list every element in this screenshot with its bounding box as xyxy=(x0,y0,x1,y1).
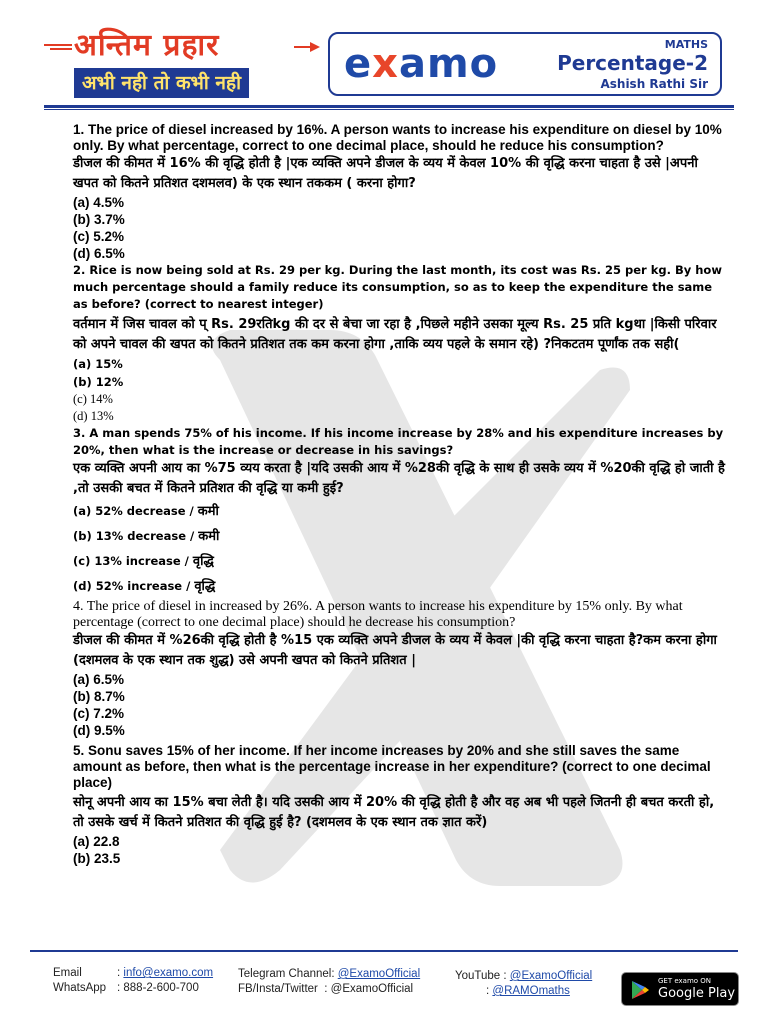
question-english: 5. Sonu saves 15% of her income. If her income increases by 20% and she still saves the same amount as before, then what is the percentage increase in her expenditure? (correct to one decimal place) xyxy=(73,743,711,790)
email-row: Email : info@examo.com xyxy=(53,967,214,979)
footer-divider xyxy=(30,950,738,952)
email-label: Email xyxy=(53,967,82,979)
brand-title: अन्तिम प्रहार xyxy=(74,28,220,63)
topic-title: Percentage-2 xyxy=(557,51,708,75)
telegram-link[interactable]: @ExamoOfficial xyxy=(337,968,421,980)
arrow-lines-icon xyxy=(44,44,74,50)
telegram-label: Telegram Channel: xyxy=(238,968,335,980)
youtube-label: YouTube : xyxy=(455,970,507,982)
option: (b) 12% xyxy=(73,375,124,389)
option xyxy=(73,524,725,549)
option xyxy=(73,574,725,599)
option: (c) 14% xyxy=(73,392,113,406)
option-english: (c) 13% increase / xyxy=(73,554,189,568)
question-english: 3. A man spends 75% of his income. If his income increase by 28% and his expenditure increases by 20%, then what is the increase or decrease in his savings? xyxy=(73,426,724,457)
social-handle: @ExamoOfficial xyxy=(330,983,414,995)
header-divider-thin xyxy=(44,109,734,110)
question-1 xyxy=(73,122,725,262)
question-hindi: डीजल की कीमत में %26की वृद्धि होती है %15 एक व्यक्ति अपने डीजल के व्यय में केवल |की वृद्धि करना चाहता है?कम करना होगा (दशमलव के एक स्थान तक शुद्ध) उसे अपनी खपत को कितने प्रतिशत | xyxy=(73,633,717,668)
google-play-badge[interactable] xyxy=(621,972,739,1006)
option-hindi: कमी xyxy=(198,529,220,544)
option: (a) 6.5% xyxy=(73,672,125,687)
question-hindi: डीजल की कीमत में 16% की वृद्धि होती है |एक व्यक्ति अपने डीजल के व्यय में केवल 10% की वृद्धि करना चाहता है उसे |अपनी खपत को कितने प्रतिशत दशमलव) के एक स्थान तककम ( करना होगा? xyxy=(73,156,698,191)
play-badge-caption: GET examo ON xyxy=(658,977,712,985)
youtube-link-ramo[interactable]: @RAMOmaths xyxy=(492,985,570,997)
whatsapp-label: WhatsApp xyxy=(53,982,107,994)
question-list xyxy=(73,122,725,867)
question-5 xyxy=(73,743,725,867)
social-label: FB/Insta/Twitter xyxy=(238,983,318,995)
arrow-head-icon xyxy=(294,42,320,52)
option xyxy=(73,549,725,574)
logo-prefix: e xyxy=(344,41,373,87)
question-3 xyxy=(73,425,725,599)
option: (d) 6.5% xyxy=(73,246,125,261)
question-english: 2. Rice is now being sold at Rs. 29 per kg. During the last month, its cost was Rs. 25 per kg. By how much percentage should a family reduce its consumption, so as to keep the expenditure the same as before? (correct to nearest integer) xyxy=(73,263,722,311)
question-english: 1. The price of diesel increased by 16%. A person wants to increase his expenditure on diesel by 10% only. By what percentage, correct to one decimal place, should he reduce his consumption? xyxy=(73,122,722,153)
option xyxy=(73,499,725,524)
option-hindi: वृद्धि xyxy=(192,554,214,569)
question-2 xyxy=(73,262,725,425)
question-4 xyxy=(73,599,725,739)
brand-tagline: अभी नही तो कभी नही xyxy=(74,68,249,98)
email-link[interactable]: info@examo.com xyxy=(123,967,214,979)
youtube-row xyxy=(455,969,592,984)
whatsapp-row: WhatsApp : 888-2-600-700 xyxy=(53,982,199,994)
play-badge-title: Google Play xyxy=(658,986,736,1001)
option: (d) 13% xyxy=(73,409,114,423)
question-hindi: वर्तमान में जिस चावल को प् Rs. 29रतिkg की दर से बेचा जा रहा है ,पिछले महीने उसका मूल्य Rs. 25 प्रति kgथा |किसी परिवार को अपने चावल की खपत को कितने प्रतिशत तक कम करना होगा ,ताकि व्यय पहले के समान रहे) ?निकटतम पूर्णांक तक सही( xyxy=(73,317,717,352)
brand-banner xyxy=(44,28,314,100)
title-card xyxy=(328,32,722,96)
youtube-link-examo[interactable]: @ExamoOfficial xyxy=(509,970,593,982)
option-hindi: वृद्धि xyxy=(194,579,216,594)
youtube-row-2: : @RAMOmaths xyxy=(486,985,570,997)
question-english: 4. The price of diesel in increased by 26%. A person wants to increase his expenditure by 15% only. By what percentage (correct to one decimal place) should he decrease his consumption? xyxy=(73,599,683,630)
option: (a) 4.5% xyxy=(73,195,125,210)
subject-label: MATHS xyxy=(664,38,708,51)
option: (c) 5.2% xyxy=(73,229,125,244)
header-divider xyxy=(44,105,734,108)
option: (c) 7.2% xyxy=(73,706,125,721)
option: (b) 3.7% xyxy=(73,212,125,227)
option-english: (d) 52% increase / xyxy=(73,579,191,593)
social-row: FB/Insta/Twitter : @ExamoOfficial xyxy=(238,983,414,995)
telegram-row xyxy=(238,967,420,982)
option-hindi: कमी xyxy=(197,504,219,519)
examo-logo xyxy=(344,42,498,86)
logo-suffix: amo xyxy=(398,41,499,87)
logo-x: x xyxy=(372,41,399,87)
option: (d) 9.5% xyxy=(73,723,125,738)
author-name: Ashish Rathi Sir xyxy=(600,77,708,91)
question-hindi: एक व्यक्ति अपनी आय का %75 व्यय करता है |यदि उसकी आय में %28की वृद्धि के साथ ही उसके व्यय में %20की वृद्धि हो जाती है ,तो उसकी बचत में कितने प्रतिशत की वृद्धि या कमी हुई? xyxy=(73,461,725,496)
option: (a) 15% xyxy=(73,357,123,371)
play-store-icon xyxy=(630,980,650,1000)
question-hindi: सोनू अपनी आय का 15% बचा लेती है। यदि उसकी आय में 20% की वृद्धि होती है और वह अब भी पहले जितनी ही बचत करती हो, तो उसके खर्च में कितने प्रतिशत की वृद्धि हुई है? (दशमलव के एक स्थान तक ज्ञात करें) xyxy=(73,795,715,830)
option-english: (a) 52% decrease / xyxy=(73,504,194,518)
option: (b) 8.7% xyxy=(73,689,125,704)
option-english: (b) 13% decrease / xyxy=(73,529,195,543)
option: (b) 23.5 xyxy=(73,851,121,866)
option: (a) 22.8 xyxy=(73,834,120,849)
whatsapp-number: 888-2-600-700 xyxy=(123,982,199,994)
